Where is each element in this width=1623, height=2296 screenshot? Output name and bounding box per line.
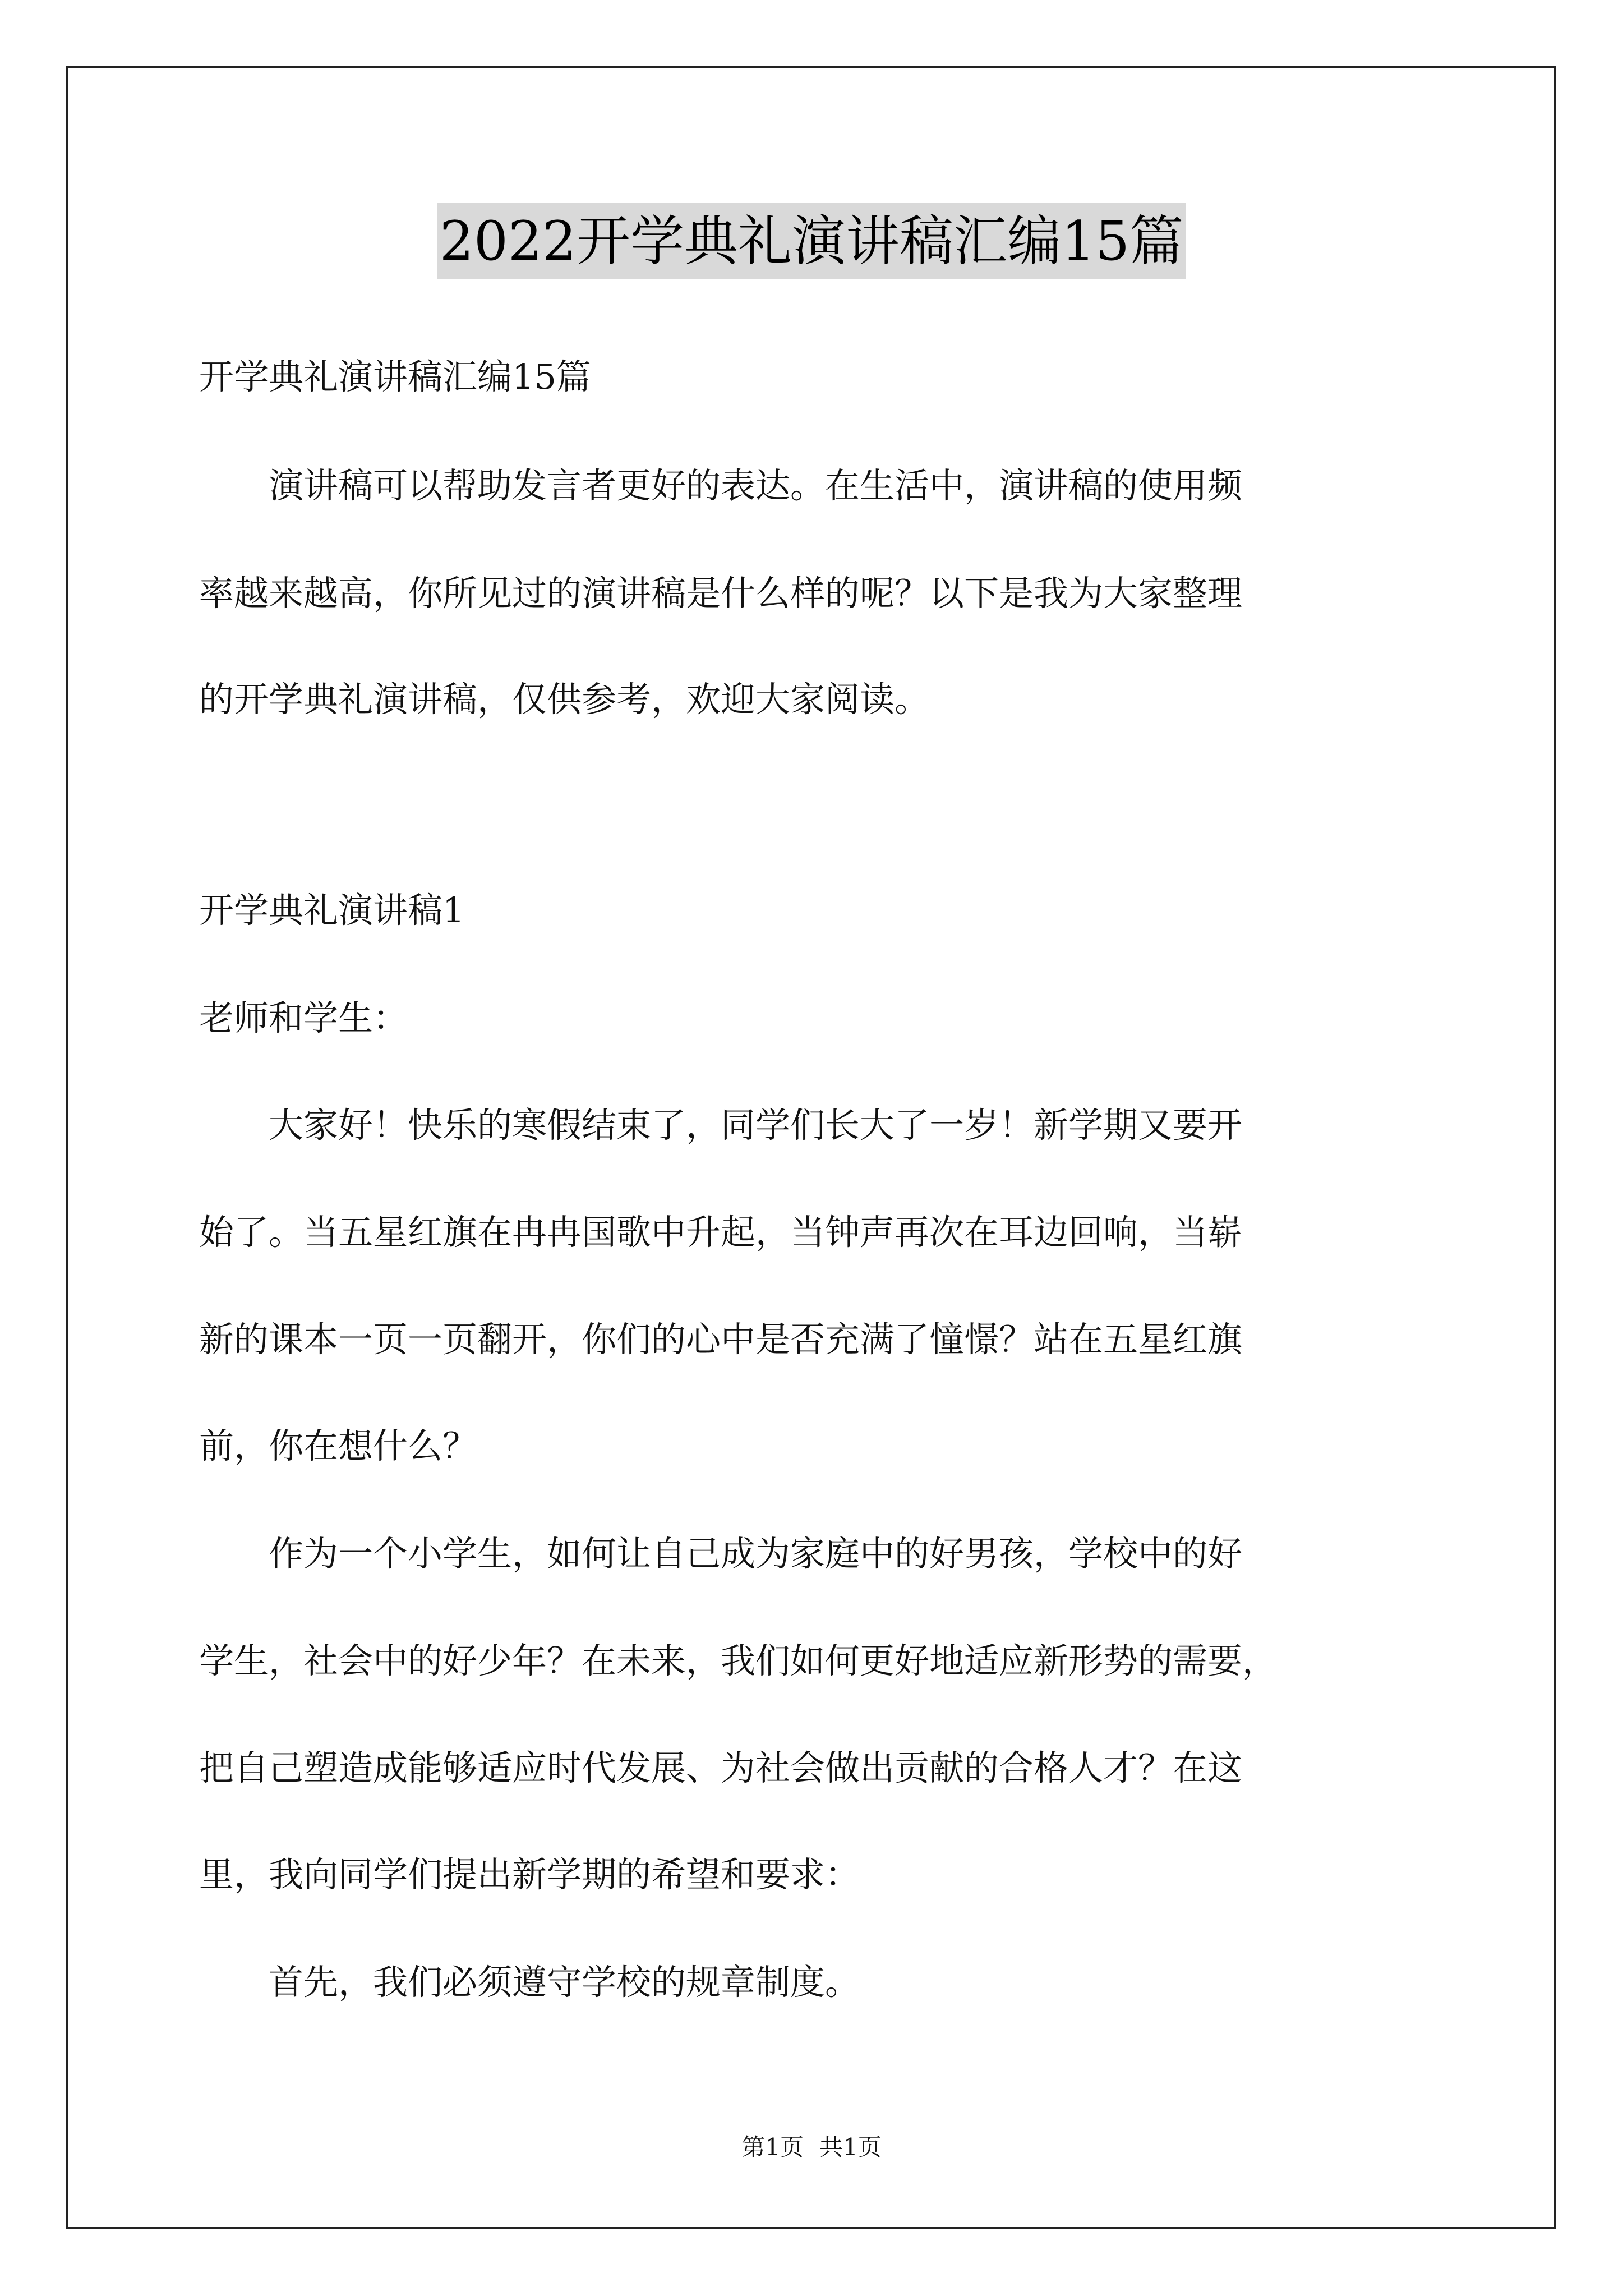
section-heading: 开学典礼演讲稿1 xyxy=(199,890,465,931)
paragraph-line: 前，你在想什么？ xyxy=(199,1425,478,1466)
paragraph-line: 学生，社会中的好少年？在未来，我们如何更好地适应新形势的需要， xyxy=(199,1640,1278,1681)
page-number: 第1页 xyxy=(741,2133,804,2161)
salutation-line: 老师和学生： xyxy=(199,997,408,1038)
page-total: 共1页 xyxy=(819,2133,882,2161)
paragraph-line: 里，我向同学们提出新学期的希望和要求： xyxy=(199,1854,860,1895)
paragraph-line: 始了。当五星红旗在冉冉国歌中升起，当钟声再次在耳边回响，当崭 xyxy=(199,1212,1243,1253)
paragraph-line: 作为一个小学生，如何让自己成为家庭中的好男孩，学校中的好 xyxy=(199,1533,1243,1574)
paragraph-line: 新的课本一页一页翻开，你们的心中是否充满了憧憬？站在五星红旗 xyxy=(199,1319,1243,1360)
paragraph-line: 把自己塑造成能够适应时代发展、为社会做出贡献的合格人才？在这 xyxy=(199,1747,1243,1788)
paragraph-line: 的开学典礼演讲稿，仅供参考，欢迎大家阅读。 xyxy=(199,679,930,720)
page-footer xyxy=(0,2132,1623,2163)
paragraph-line: 演讲稿可以帮助发言者更好的表达。在生活中，演讲稿的使用频 xyxy=(199,465,1243,506)
subtitle-line: 开学典礼演讲稿汇编15篇 xyxy=(199,356,591,397)
paragraph-line: 首先，我们必须遵守学校的规章制度。 xyxy=(199,1962,860,2003)
document-title: 2022开学典礼演讲稿汇编15篇 xyxy=(437,203,1186,279)
title-container xyxy=(0,203,1623,279)
paragraph-line: 率越来越高，你所见过的演讲稿是什么样的呢？以下是我为大家整理 xyxy=(199,573,1243,614)
paragraph-line: 大家好！快乐的寒假结束了，同学们长大了一岁！新学期又要开 xyxy=(199,1105,1243,1145)
